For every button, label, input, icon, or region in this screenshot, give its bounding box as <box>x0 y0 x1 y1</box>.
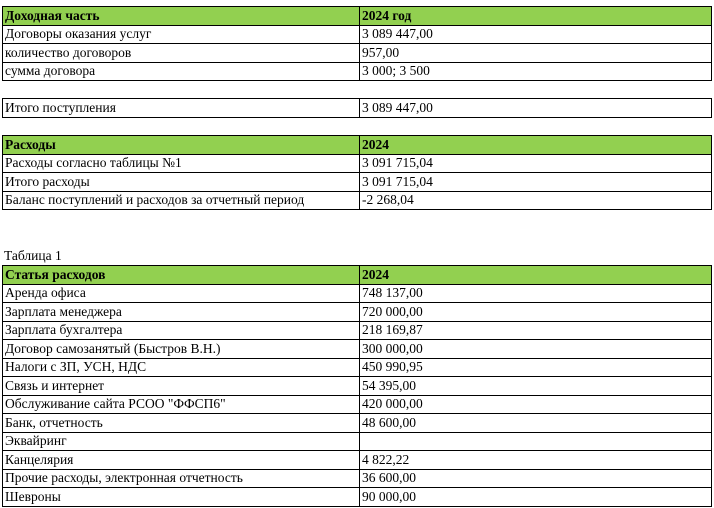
row-value: 3 000; 3 500 <box>360 62 712 81</box>
income-table <box>2 6 712 81</box>
row-label: количество договоров <box>3 44 360 63</box>
total-income-table <box>2 98 712 118</box>
row-label: Канцелярия <box>3 451 360 470</box>
row-label: Договоры оказания услуг <box>3 25 360 44</box>
total-income-row <box>3 99 712 118</box>
row-label: Расходы согласно таблицы №1 <box>3 154 360 173</box>
table-row <box>3 488 712 507</box>
table-row <box>3 25 712 44</box>
table-row <box>3 358 712 377</box>
row-label: Зарплата бухгалтера <box>3 321 360 340</box>
row-label: Баланс поступлений и расходов за отчетный период <box>3 191 360 210</box>
income-header-label: Доходная часть <box>3 7 360 26</box>
row-label: Договор самозанятый (Быстров В.Н.) <box>3 340 360 359</box>
row-value: 3 089 447,00 <box>360 25 712 44</box>
table-row <box>3 377 712 396</box>
row-value: 218 169,87 <box>360 321 712 340</box>
row-value: 450 990,95 <box>360 358 712 377</box>
row-value: 54 395,00 <box>360 377 712 396</box>
table1-header-row <box>3 266 712 285</box>
row-value: 957,00 <box>360 44 712 63</box>
table-row <box>3 284 712 303</box>
row-label: Эквайринг <box>3 432 360 451</box>
row-value: 90 000,00 <box>360 488 712 507</box>
table-row <box>3 191 712 210</box>
total-income-value: 3 089 447,00 <box>360 99 712 118</box>
row-label: Банк, отчетность <box>3 414 360 433</box>
expenses-header-label: Расходы <box>3 136 360 155</box>
row-value: 4 822,22 <box>360 451 712 470</box>
row-value: 3 091 715,04 <box>360 173 712 192</box>
row-label: Шевроны <box>3 488 360 507</box>
row-label: Налоги с ЗП, УСН, НДС <box>3 358 360 377</box>
row-value: 420 000,00 <box>360 395 712 414</box>
row-label: сумма договора <box>3 62 360 81</box>
row-label: Зарплата менеджера <box>3 303 360 322</box>
table-row <box>3 321 712 340</box>
expenses-table <box>2 135 712 210</box>
table-row <box>3 340 712 359</box>
row-label: Обслуживание сайта РСОО "ФФСП6" <box>3 395 360 414</box>
total-income-label: Итого поступления <box>3 99 360 118</box>
income-header-year: 2024 год <box>360 7 712 26</box>
row-value: 48 600,00 <box>360 414 712 433</box>
expense-items-table <box>2 265 712 507</box>
table-row <box>3 395 712 414</box>
table-row <box>3 451 712 470</box>
table-row <box>3 44 712 63</box>
table1-header-label: Статья расходов <box>3 266 360 285</box>
table-row <box>3 62 712 81</box>
row-value: 3 091 715,04 <box>360 154 712 173</box>
table-row <box>3 432 712 451</box>
row-label: Итого расходы <box>3 173 360 192</box>
row-value: 720 000,00 <box>360 303 712 322</box>
row-value: 748 137,00 <box>360 284 712 303</box>
row-label: Прочие расходы, электронная отчетность <box>3 469 360 488</box>
table-row <box>3 154 712 173</box>
expenses-header-row <box>3 136 712 155</box>
table-row <box>3 414 712 433</box>
table1-caption: Таблица 1 <box>4 248 62 263</box>
row-label: Связь и интернет <box>3 377 360 396</box>
table1-header-year: 2024 <box>360 266 712 285</box>
row-value <box>360 432 712 451</box>
table-row <box>3 173 712 192</box>
income-header-row <box>3 7 712 26</box>
row-value: 36 600,00 <box>360 469 712 488</box>
table-row <box>3 303 712 322</box>
row-value: 300 000,00 <box>360 340 712 359</box>
row-value: -2 268,04 <box>360 191 712 210</box>
expenses-header-year: 2024 <box>360 136 712 155</box>
table-row <box>3 469 712 488</box>
row-label: Аренда офиса <box>3 284 360 303</box>
